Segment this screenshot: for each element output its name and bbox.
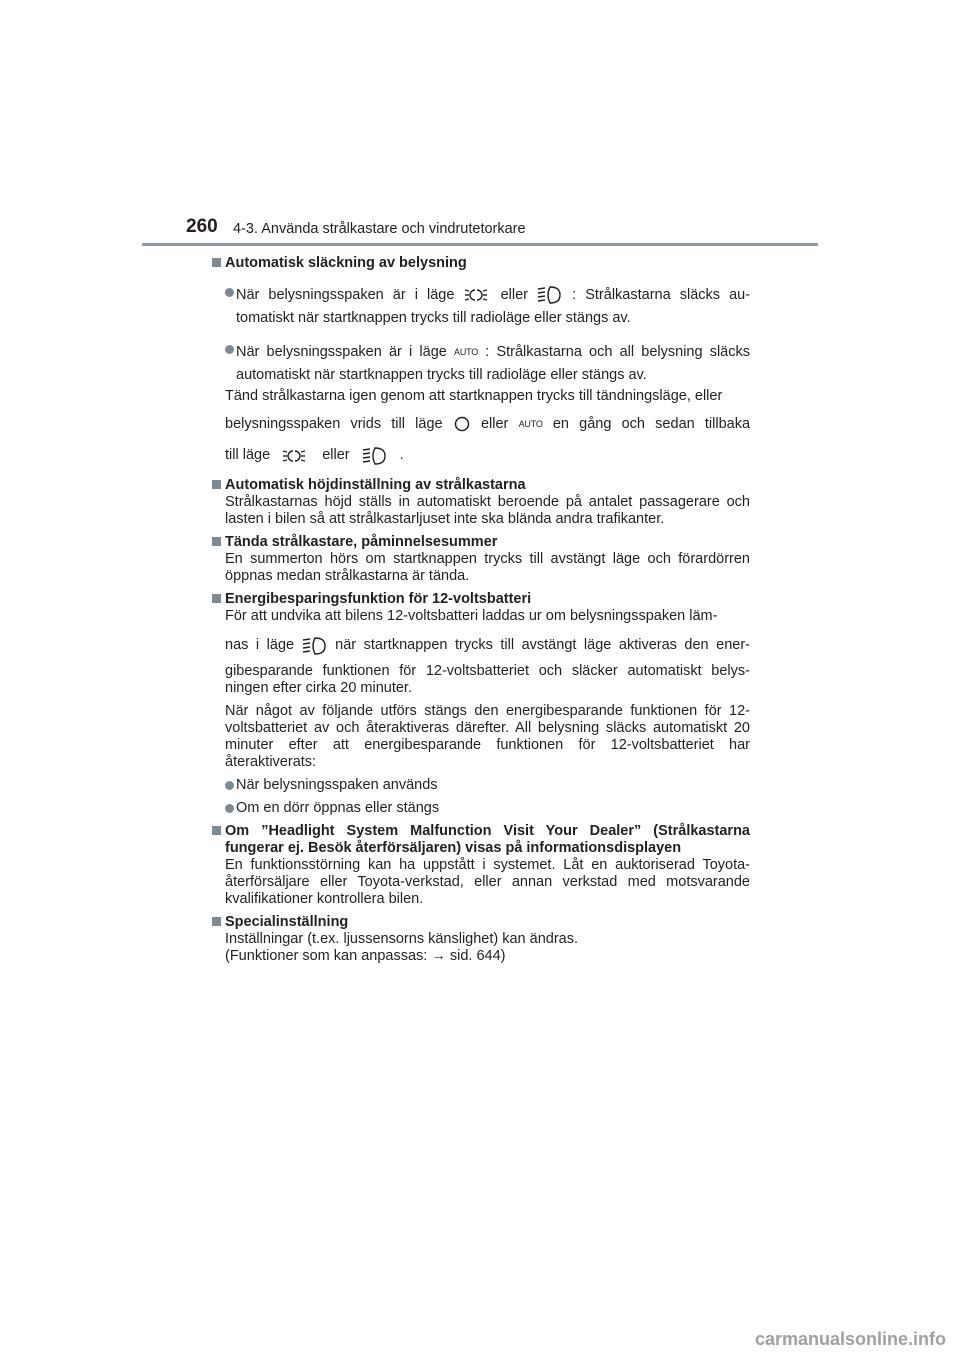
off-icon xyxy=(453,415,471,433)
list-item xyxy=(212,777,750,794)
section-auto-off xyxy=(212,255,750,272)
section-malfunction xyxy=(212,823,750,908)
paragraph: När något av följande utförs stängs den energibesparande funktionen för 12-voltsbatteriet av och återaktiveras därefter. All belysning släcks automatiskt 20 minuter efter att energibesparande funktionen för 12-voltsbatteriet har återaktiverats: xyxy=(225,703,750,771)
list-item xyxy=(212,341,750,384)
text: : Strålkastarna släcks au- xyxy=(572,287,751,303)
text: Tänd strålkastarna igen genom att startknappen trycks till tändningsläge, eller xyxy=(225,388,723,405)
parking-light-icon xyxy=(282,448,310,464)
auto-icon: AUTO xyxy=(454,347,479,358)
square-bullet-icon xyxy=(212,258,221,267)
text: När belysningsspaken används xyxy=(236,777,438,794)
section-heading: Energibesparingsfunktion för 12-voltsbatteri xyxy=(225,591,532,608)
text: automatiskt när startknappen trycks till radioläge eller stängs av. xyxy=(236,367,647,384)
round-bullet-icon xyxy=(225,781,234,790)
text: Inställningar (t.ex. ljussensorns känslighet) kan ändras. xyxy=(225,931,579,948)
square-bullet-icon xyxy=(212,826,221,835)
square-bullet-icon xyxy=(212,594,221,603)
square-bullet-icon xyxy=(212,480,221,489)
watermark: carmanualsonline.info xyxy=(754,1329,946,1349)
section-custom xyxy=(212,914,750,965)
paragraph: En funktionsstörning kan ha uppstått i systemet. Låt en auktoriserad Toyota-återförsäljare eller Toyota-verkstad, eller annan verkstad med motsvarande kvalifikationer kontrollera bilen. xyxy=(225,857,750,908)
section-heading: Tända strålkastare, påminnelsesummer xyxy=(225,534,498,551)
round-bullet-icon xyxy=(225,804,234,813)
paragraph: Strålkastarnas höjd ställs in automatiskt beroende på antalet passagerare och lasten i bilen så att strålkastarljuset inte ska blända andra trafikanter. xyxy=(225,494,750,528)
text: : Strålkastarna och all belysning släcks xyxy=(485,344,750,360)
round-bullet-icon xyxy=(225,288,234,297)
square-bullet-icon xyxy=(212,537,221,546)
section-title: 4-3. Använda strålkastare och vindrutetorkare xyxy=(233,221,526,237)
page-number: 260 xyxy=(186,216,218,237)
list-item xyxy=(212,284,750,327)
text: tomatiskt när startknappen trycks till radioläge eller stängs av. xyxy=(236,310,631,326)
page-content xyxy=(212,255,750,965)
section-heading: Om ”Headlight System Malfunction Visit Your Dealer” (Strålkastarna fungerar ej. Besök återförsäljaren) visas på informationsdisplayen xyxy=(225,823,750,857)
headlight-icon xyxy=(362,447,388,465)
text: nas i läge xyxy=(225,637,295,654)
text: en gång och sedan tillbaka xyxy=(552,416,751,433)
text: När belysningsspaken är i läge xyxy=(236,287,455,303)
text: eller xyxy=(500,287,528,303)
paragraph xyxy=(212,388,750,467)
header-rule xyxy=(142,243,818,246)
section-heading: Automatisk höjdinställning av strålkastarna xyxy=(225,477,526,494)
headlight-icon xyxy=(302,637,328,655)
section-heading: Specialinställning xyxy=(225,914,349,931)
text: För att undvika att bilens 12-voltsbatteri laddas ur om belysningsspaken läm- xyxy=(225,608,718,625)
text: när startknappen trycks till avstängt läge aktiveras den ener- xyxy=(335,637,750,654)
text: Om en dörr öppnas eller stängs xyxy=(236,800,440,817)
text: eller xyxy=(322,447,350,464)
headlight-icon xyxy=(537,286,563,304)
text: . xyxy=(399,447,404,464)
square-bullet-icon xyxy=(212,917,221,926)
section-buzzer xyxy=(212,534,750,585)
text: till läge xyxy=(225,447,271,464)
text: När belysningsspaken är i läge xyxy=(236,344,447,360)
text: (Funktioner som kan anpassas: → sid. 644) xyxy=(225,948,506,965)
round-bullet-icon xyxy=(225,345,234,354)
parking-light-icon xyxy=(464,287,492,303)
text: eller xyxy=(480,416,509,433)
section-leveling xyxy=(212,477,750,528)
paragraph: En summerton hörs om startknappen trycks till avstängt läge och förardörren öppnas medan strålkastarna är tända. xyxy=(225,551,750,585)
section-heading: Automatisk släckning av belysning xyxy=(225,255,467,271)
list-item xyxy=(212,800,750,817)
text: belysningsspaken vrids till läge xyxy=(225,416,443,433)
paragraph: gibesparande funktionen för 12-voltsbatteriet och släcker automatiskt belys-ningen efter cirka 20 minuter. xyxy=(225,663,750,697)
auto-icon: AUTO xyxy=(518,419,543,430)
section-battery xyxy=(212,591,750,771)
